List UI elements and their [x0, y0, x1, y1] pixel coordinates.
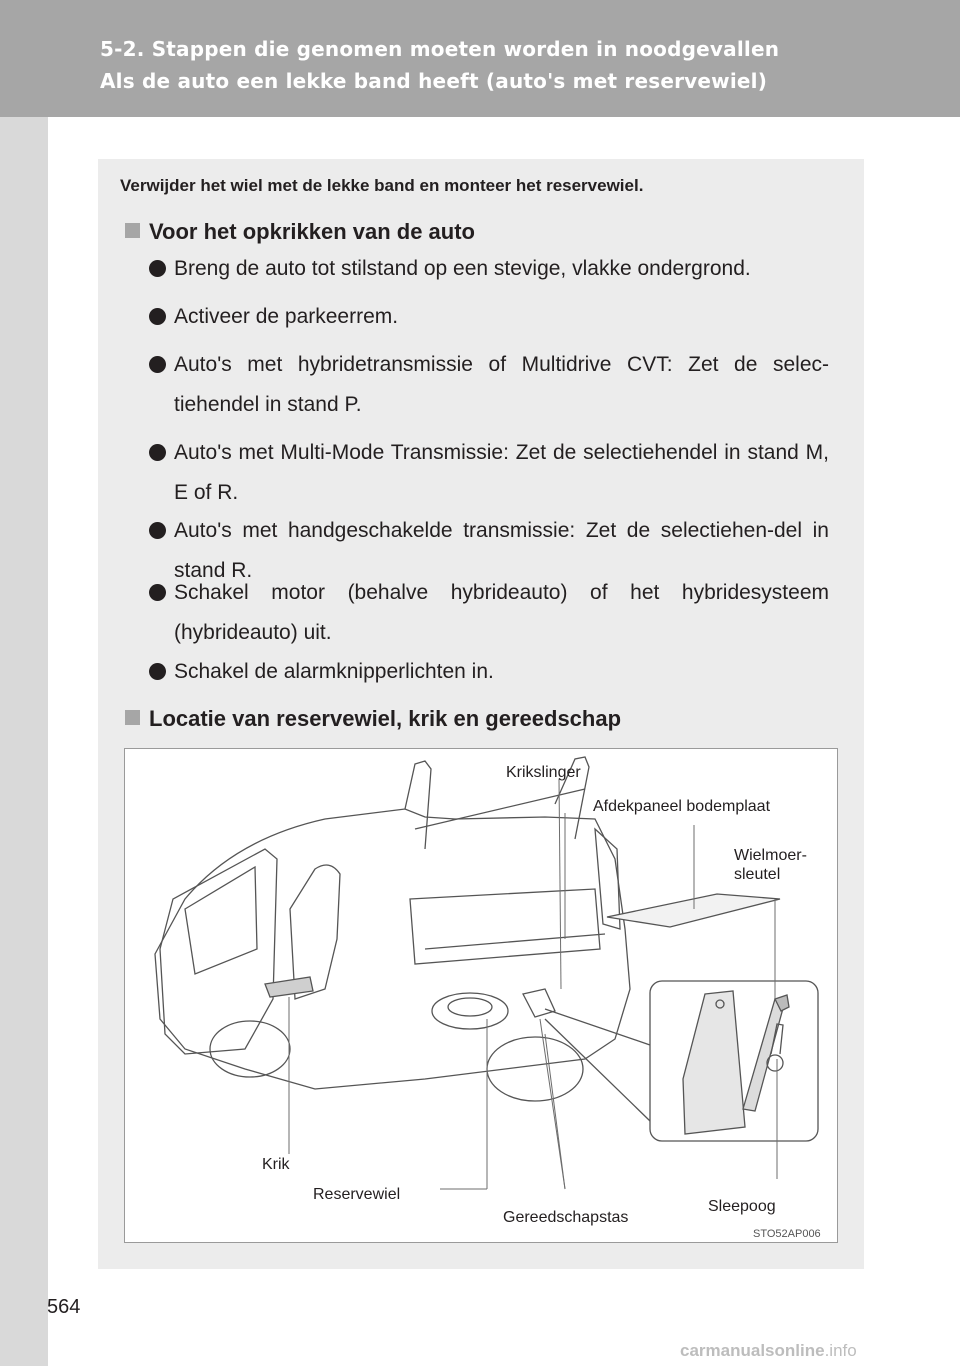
figure-code: STO52AP006 [753, 1228, 821, 1240]
square-bullet-icon [125, 710, 140, 725]
label-gereedschapstas: Gereedschapstas [503, 1209, 629, 1226]
list-item: Schakel de alarmknipperlichten in. [149, 652, 829, 692]
label-wielmoersleutel-2: sleutel [734, 866, 781, 883]
bullet-dot-icon [149, 584, 166, 601]
label-afdekpaneel: Afdekpaneel bodemplaat [593, 798, 771, 815]
label-sleepoog: Sleepoog [708, 1198, 776, 1215]
list-item: Breng de auto tot stilstand op een stevige, vlakke ondergrond. [149, 249, 829, 289]
car-illustration [155, 757, 630, 1101]
bullet-dot-icon [149, 260, 166, 277]
label-krik: Krik [262, 1156, 290, 1173]
page-margin-strip [0, 0, 48, 1366]
section-heading-location: Locatie van reservewiel, krik en gereedschap [125, 706, 621, 732]
page-header [0, 0, 960, 117]
bullet-dot-icon [149, 522, 166, 539]
section-heading-jacking: Voor het opkrikken van de auto [125, 219, 475, 245]
content-panel [98, 159, 864, 1269]
square-bullet-icon [125, 223, 140, 238]
label-wielmoersleutel-1: Wielmoer- [734, 847, 807, 864]
list-item: Auto's met hybridetransmissie of Multidrive CVT: Zet de selec-tiehendel in stand P. [149, 345, 829, 425]
page-number: 564 [47, 1296, 81, 1318]
list-item: Auto's met handgeschakelde transmissie: Zet de selectiehen-del in stand R. [149, 511, 829, 591]
label-krikslinger: Krikslinger [506, 764, 581, 781]
list-item: Activeer de parkeerrem. [149, 297, 829, 337]
bullet-dot-icon [149, 308, 166, 325]
intro-text: Verwijder het wiel met de lekke band en monteer het reservewiel. [120, 176, 644, 195]
bullet-dot-icon [149, 444, 166, 461]
bullet-dot-icon [149, 663, 166, 680]
page-title: Als de auto een lekke band heeft (auto's met reservewiel) [100, 69, 768, 93]
spare-wheel-illustration [124, 748, 838, 1243]
bullet-dot-icon [149, 356, 166, 373]
watermark: carmanualsonline.info [680, 1341, 857, 1360]
label-reservewiel: Reservewiel [313, 1186, 401, 1203]
section-title: 5-2. Stappen die genomen moeten worden in noodgevallen [100, 37, 780, 61]
list-item: Schakel motor (behalve hybrideauto) of het hybridesysteem (hybrideauto) uit. [149, 573, 829, 653]
list-item: Auto's met Multi-Mode Transmissie: Zet de selectiehendel in stand M, E of R. [149, 433, 829, 513]
